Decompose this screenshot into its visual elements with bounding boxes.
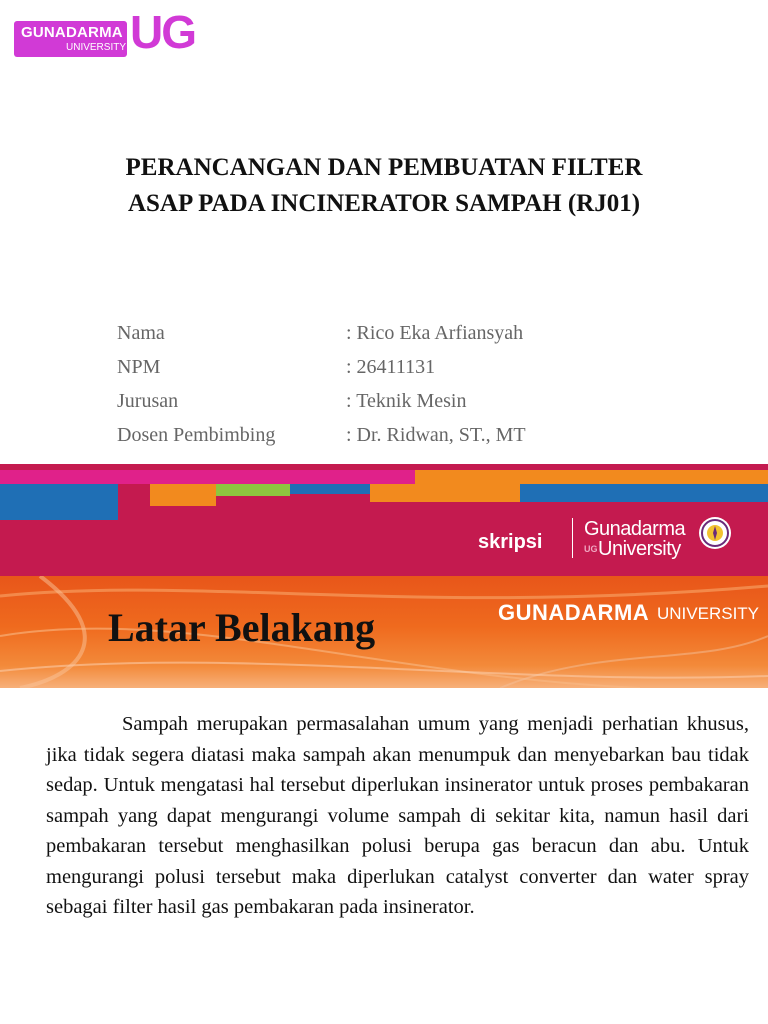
info-value: : Dr. Ridwan, ST., MT [346,424,526,446]
university-seal-icon [698,516,732,550]
info-row-dosen [117,418,526,452]
banner-university: University [598,538,681,560]
stripe-blue-left [0,484,118,520]
info-label: Jurusan [117,390,179,412]
background-paragraph: Sampah merupakan permasalahan umum yang menjadi perhatian khusus, jika tidak segera diatasi maka sampah akan menumpuk dan menyebarkan bau tidak sedap. Untuk mengatasi hal tersebut diperlukan insinerator untuk proses pembakaran sampah yang dapat mengurangi volume sampah di sekitar kita, namun hasil dari pembakaran tersebut menghasilkan polusi berupa gas beracun dan abu. Untuk mengurangi polusi tersebut maka diperlukan catalyst converter dan water spray sebagai filter hasil gas pembakaran pada insinerator. [46,713,749,918]
section-heading: Latar Belakang [108,605,376,650]
title-slide [0,0,768,464]
skripsi-label: skripsi [478,531,543,553]
logo-sub: UNIVERSITY [66,42,127,53]
stripe-magenta [0,470,415,484]
info-row-jurusan [117,384,526,418]
header-brand-sub: UNIVERSITY [657,604,760,623]
thesis-title [40,150,728,222]
info-label: Dosen Pembimbing [117,424,276,446]
info-label: Nama [117,322,165,344]
header-brand: GUNADARMA [498,600,650,625]
info-value: : Rico Eka Arfiansyah [346,322,524,344]
slide-header [0,576,768,688]
info-value: : 26411131 [346,356,436,378]
title-line-2: ASAP PADA INCINERATOR SAMPAH (RJ01) [127,190,641,217]
stripe-orange-left [150,484,216,506]
banner-divider [572,518,573,558]
skripsi-banner [0,464,768,576]
banner-ug-mark: UG [584,544,598,554]
gunadarma-logo [14,6,195,60]
stripe-orange-mid [370,484,520,502]
stripe-blue-mid [290,484,370,494]
info-value: : Teknik Mesin [346,390,467,412]
logo-ug-mark: UG [130,6,195,58]
info-row-npm [117,350,526,384]
stripe-green [216,484,290,496]
background-slide [0,576,768,1024]
stripe-blue-right [520,484,768,502]
title-line-1: PERANCANGAN DAN PEMBUATAN FILTER [125,154,643,181]
info-label: NPM [117,356,161,378]
logo-name: GUNADARMA [21,24,123,41]
student-info [117,316,526,452]
banner-gunadarma: Gunadarma [584,518,686,540]
info-row-nama [117,316,526,350]
stripe-orange-top [415,470,768,484]
